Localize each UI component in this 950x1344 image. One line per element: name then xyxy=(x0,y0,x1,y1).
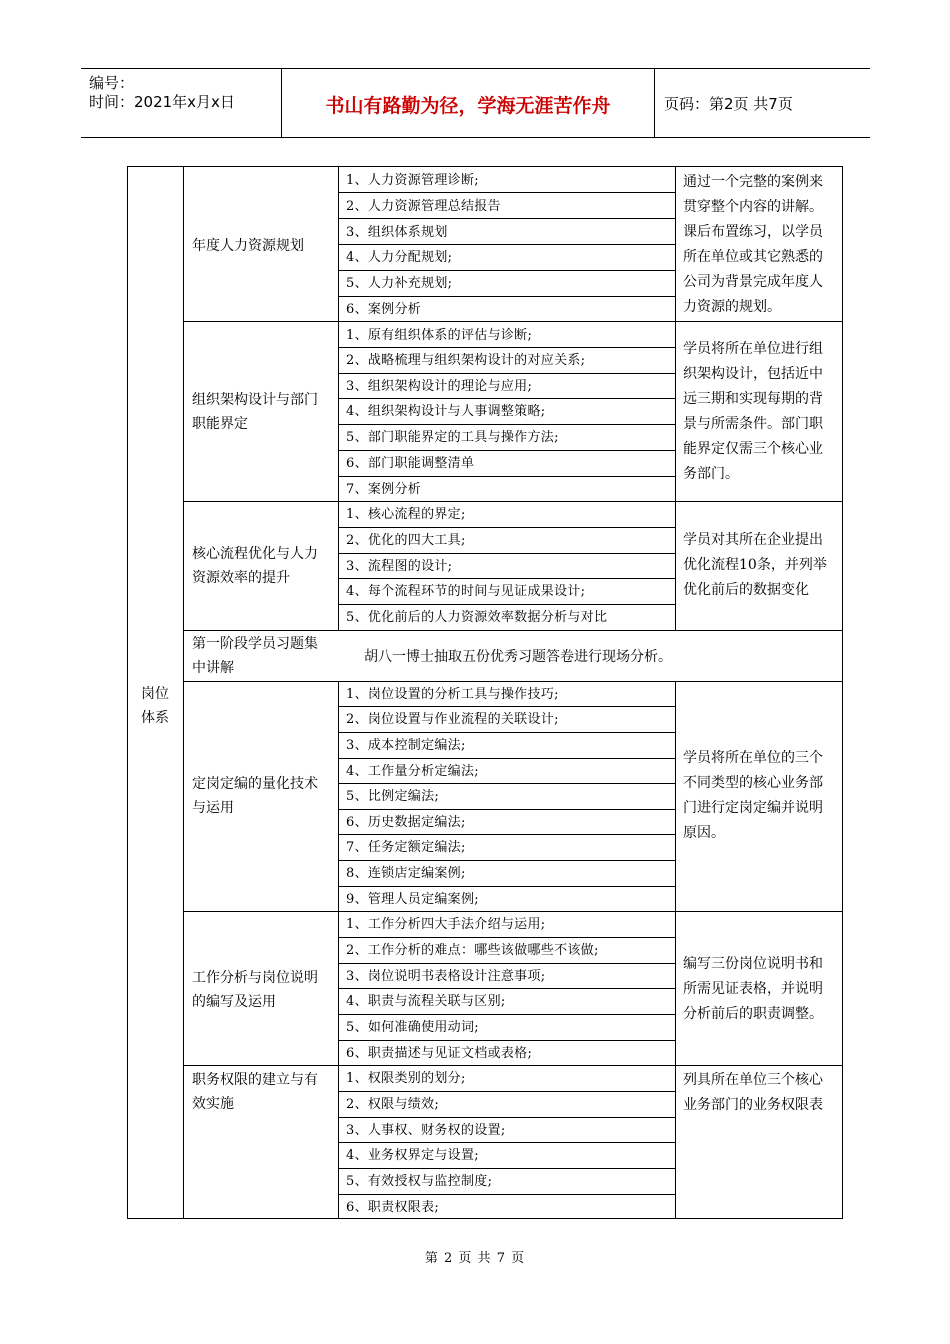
list-item: 5、人力补充规划; xyxy=(346,276,453,291)
topic-label: 核心流程优化与人力资源效率的提升 xyxy=(192,546,318,586)
list-item: 2、人力资源管理总结报告 xyxy=(346,199,501,214)
list-item: 4、业务权界定与设置; xyxy=(346,1148,479,1163)
list-item: 3、组织架构设计的理论与应用; xyxy=(346,379,533,394)
list-item: 3、人事权、财务权的设置; xyxy=(346,1123,506,1138)
list-item: 4、组织架构设计与人事调整策略; xyxy=(346,404,546,419)
category-label: 岗位体系 xyxy=(141,686,169,726)
list-item: 2、岗位设置与作业流程的关联设计; xyxy=(346,712,559,727)
list-item: 9、管理人员定编案例; xyxy=(346,892,479,907)
header-meta xyxy=(81,69,281,137)
list-item: 2、权限与绩效; xyxy=(346,1097,440,1112)
list-item: 5、优化前后的人力资源效率数据分析与对比 xyxy=(346,610,608,625)
list-item: 1、原有组织体系的评估与诊断; xyxy=(346,328,533,343)
list-item: 6、部门职能调整清单 xyxy=(346,456,475,471)
list-item: 3、组织体系规划 xyxy=(346,225,448,240)
list-item: 2、战略梳理与组织架构设计的对应关系; xyxy=(346,353,586,368)
topic-label: 组织架构设计与部门职能界定 xyxy=(192,392,318,432)
assignment-note: 学员对其所在企业提出优化流程10条，并列举优化前后的数据变化 xyxy=(683,532,827,598)
list-item: 3、流程图的设计; xyxy=(346,559,453,574)
topic-label: 年度人力资源规划 xyxy=(192,238,304,254)
page-footer: 第 2 页 共 7 页 xyxy=(424,1251,526,1266)
assignment-note: 编写三份岗位说明书和所需见证表格，并说明分析前后的职责调整。 xyxy=(683,956,823,1022)
list-item: 4、每个流程环节的时间与见证成果设计; xyxy=(346,584,586,599)
list-item: 6、历史数据定编法; xyxy=(346,815,466,830)
topic-label: 定岗定编的量化技术与运用 xyxy=(192,776,318,816)
list-item: 5、部门职能界定的工具与操作方法; xyxy=(346,430,559,445)
list-item: 6、职责描述与见证文档或表格; xyxy=(346,1046,533,1061)
topic-label: 第一阶段学员习题集中讲解 xyxy=(192,636,318,676)
list-item: 7、案例分析 xyxy=(346,482,422,497)
list-item: 2、工作分析的难点：哪些该做哪些不该做; xyxy=(346,943,599,958)
header-page-label: 页码：第2页 共7页 xyxy=(664,95,793,113)
list-item: 6、案例分析 xyxy=(346,302,422,317)
header-motto-cell xyxy=(281,69,655,137)
list-item: 1、人力资源管理诊断; xyxy=(346,173,479,188)
list-item: 5、有效授权与监控制度; xyxy=(346,1174,493,1189)
page-header xyxy=(81,68,870,138)
column-divider xyxy=(675,166,676,630)
column-divider xyxy=(338,681,339,1219)
topic-label: 工作分析与岗位说明的编写及运用 xyxy=(192,970,318,1010)
document-number-label: 编号： xyxy=(89,74,135,92)
list-item: 4、工作量分析定编法; xyxy=(346,764,479,779)
topic-label: 职务权限的建立与有效实施 xyxy=(192,1072,318,1112)
list-item: 7、任务定额定编法; xyxy=(346,840,466,855)
list-item: 5、比例定编法; xyxy=(346,789,440,804)
list-item: 3、岗位说明书表格设计注意事项; xyxy=(346,969,546,984)
assignment-note: 通过一个完整的案例来贯穿整个内容的讲解。课后布置练习，以学员所在单位或其它熟悉的公司为背景完成年度人力资源的规划。 xyxy=(683,174,823,315)
assignment-note: 学员将所在单位的三个不同类型的核心业务部门进行定岗定编并说明原因。 xyxy=(683,750,823,841)
list-item: 2、优化的四大工具; xyxy=(346,533,466,548)
list-item: 4、人力分配规划; xyxy=(346,250,453,265)
list-item: 1、权限类别的划分; xyxy=(346,1071,466,1086)
column-divider xyxy=(675,681,676,1219)
list-item: 1、工作分析四大手法介绍与运用; xyxy=(346,917,546,932)
header-motto: 书山有路勤为径，学海无涯苦作舟 xyxy=(325,95,611,117)
document-time-label: 时间：2021年x月x日 xyxy=(89,93,235,111)
assignment-note: 列具所在单位三个核心业务部门的业务权限表 xyxy=(683,1072,823,1113)
session-note: 胡八一博士抽取五份优秀习题答卷进行现场分析。 xyxy=(364,649,672,665)
list-item: 5、如何准确使用动词; xyxy=(346,1020,479,1035)
header-page-cell xyxy=(654,69,870,137)
list-item: 1、岗位设置的分析工具与操作技巧; xyxy=(346,687,559,702)
list-item: 4、职责与流程关联与区别; xyxy=(346,994,506,1009)
list-item: 6、职责权限表; xyxy=(346,1200,440,1215)
row-divider xyxy=(183,630,843,631)
column-divider xyxy=(183,166,184,1219)
list-item: 3、成本控制定编法; xyxy=(346,738,466,753)
list-item: 1、核心流程的界定; xyxy=(346,507,466,522)
assignment-note: 学员将所在单位进行组织架构设计，包括近中远三期和实现每期的背景与所需条件。部门职能界定仅需三个核心业务部门。 xyxy=(683,341,823,482)
list-item: 8、连锁店定编案例; xyxy=(346,866,466,881)
